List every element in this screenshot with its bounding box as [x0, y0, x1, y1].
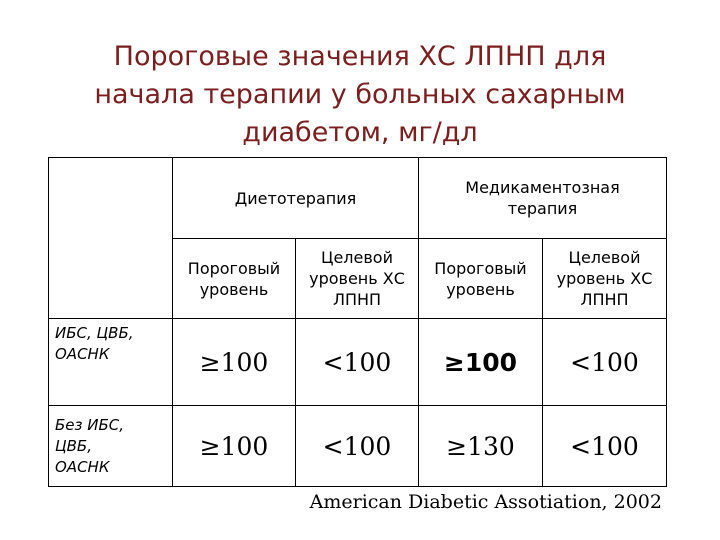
- value-cell: <100: [296, 406, 419, 487]
- header-drug-therapy: Медикаментозная терапия: [419, 158, 667, 239]
- value-cell: ≥100: [173, 319, 296, 406]
- value-cell: <100: [543, 406, 667, 487]
- source-citation: American Diabetic Assotiation, 2002: [309, 491, 662, 513]
- value-cell: <100: [543, 319, 667, 406]
- table-corner-cell: [49, 158, 173, 319]
- table-row: [49, 319, 667, 406]
- value-cell: ≥130: [419, 406, 543, 487]
- table-row: [49, 406, 667, 487]
- ldl-threshold-table: [48, 157, 667, 487]
- header-diet-therapy: Диетотерапия: [173, 158, 419, 239]
- subheader-drug-target: Целевой уровень ХС ЛПНП: [543, 239, 667, 319]
- row-label-without-chd: Без ИБС, ЦВБ, ОАСНК: [49, 406, 173, 487]
- subheader-diet-threshold: Пороговый уровень: [173, 239, 296, 319]
- value-cell: ≥100: [173, 406, 296, 487]
- slide-title: Пороговые значения ХС ЛПНП для начала терапии у больных сахарным диабетом, мг/дл: [94, 41, 626, 148]
- subheader-diet-target: Целевой уровень ХС ЛПНП: [296, 239, 419, 319]
- value-cell: ≥100: [419, 319, 543, 406]
- value-cell: <100: [296, 319, 419, 406]
- row-label-with-chd: ИБС, ЦВБ, ОАСНК: [49, 319, 173, 406]
- subheader-drug-threshold: Пороговый уровень: [419, 239, 543, 319]
